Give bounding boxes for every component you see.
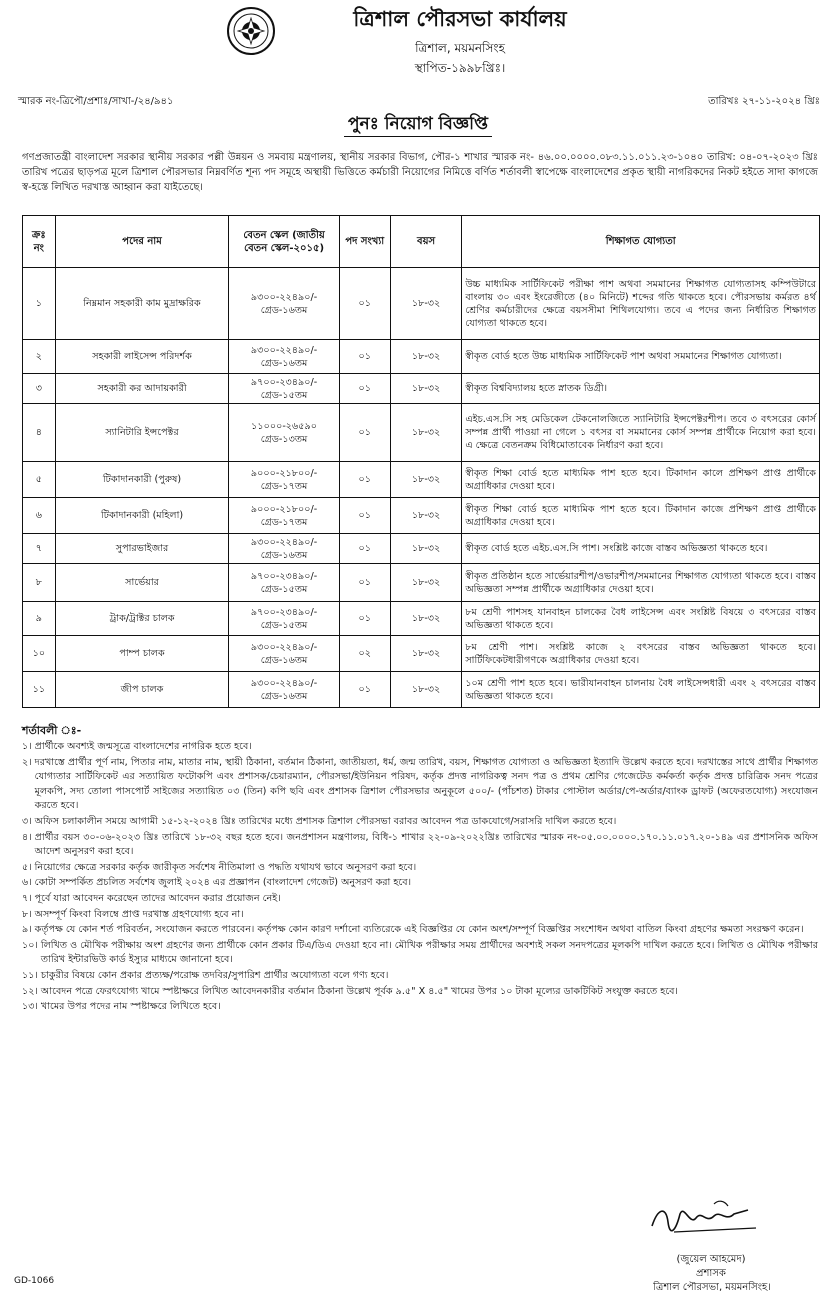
cell-qualification: স্বীকৃত প্রতিষ্ঠান হতে সার্ভেয়ারশীপ/ওভারশীপ/সমমানের শিক্ষাগত যোগ্যতা থাকতে হবে। বাস্তব অভিজ্ঞতা সম্পন্ন প্রার্থীকে অগ্রাধিকার দেওয়া হবে। bbox=[462, 564, 820, 602]
cell-post-name: স্যানিটারি ইন্সপেক্টর bbox=[55, 404, 229, 462]
pay-scale-range: ৯৭০০-২৩৪৯০/- bbox=[250, 570, 318, 582]
cell-post-count: ০১ bbox=[339, 268, 390, 340]
office-title: ত্রিশাল পৌরসভা কার্যালয় bbox=[353, 7, 567, 31]
term-number: ১০। bbox=[22, 939, 38, 951]
cell-qualification: স্বীকৃত বোর্ড হতে উচ্চ মাধ্যমিক সার্টিফিকেট পাশ অথবা সমমানের শিক্ষাগত যোগ্যতা। bbox=[462, 340, 820, 374]
term-number: ৮। bbox=[22, 908, 32, 920]
cell-post-count: ০১ bbox=[339, 374, 390, 404]
cell-qualification: স্বীকৃত শিক্ষা বোর্ড হতে মাধ্যমিক পাশ হতে হবে। টিকাদান কালে প্রশিক্ষণ প্রাপ্ত প্রার্থীকে অগ্রাধিকার দেওয়া হবে। bbox=[462, 462, 820, 498]
pay-scale-range: ৯৩০০-২২৪৯০/- bbox=[250, 641, 318, 653]
cell-serial: ৪ bbox=[23, 404, 56, 462]
signer-office: ত্রিশাল পৌরসভা, ময়মনসিংহ। bbox=[653, 1282, 771, 1293]
cell-age: ১৮-৩২ bbox=[390, 564, 462, 602]
table-header-row bbox=[23, 216, 820, 268]
cell-pay-scale bbox=[229, 672, 339, 708]
pay-scale-range: ৯৩০০-২২৪৯০/- bbox=[250, 536, 318, 548]
cell-serial: ৮ bbox=[23, 564, 56, 602]
pay-grade: গ্রেড-১৭তম bbox=[260, 516, 308, 528]
cell-serial: ২ bbox=[23, 340, 56, 374]
cell-age: ১৮-৩২ bbox=[390, 672, 462, 708]
cell-serial: ১ bbox=[23, 268, 56, 340]
pay-grade: গ্রেড-১৬তম bbox=[260, 357, 308, 369]
cell-post-name: ট্রাক/ট্রাক্টর চালক bbox=[55, 602, 229, 636]
cell-post-count: ০১ bbox=[339, 404, 390, 462]
notice-title-wrapper bbox=[0, 112, 836, 137]
cell-post-name: সহকারী কর আদায়কারী bbox=[55, 374, 229, 404]
cell-post-name: নিম্নমান সহকারী কাম মুদ্রাক্ষরিক bbox=[55, 268, 229, 340]
cell-qualification: ৮ম শ্রেণী পাশ। সংশ্লিষ্ট কাজে ২ বৎসরের বাস্তব অভিজ্ঞতা থাকতে হবে। সার্টিফিকেটধারীগণকে অগ্রাধিকার দেওয়া হবে। bbox=[462, 636, 820, 672]
cell-pay-scale bbox=[229, 340, 339, 374]
pay-scale-range: ৯৩০০-২২৪৯০/- bbox=[250, 344, 318, 356]
header-pay-scale: বেতন স্কেল (জাতীয় বেতন স্কেল-২০১৫) bbox=[229, 216, 339, 268]
term-text: পূর্বে যারা আবেদন করেছেন তাদের আবেদন করার প্রয়োজন নেই। bbox=[34, 892, 281, 904]
cell-qualification: স্বীকৃত বিশ্ববিদ্যালয় হতে স্নাতক ডিগ্রী। bbox=[462, 374, 820, 404]
term-number: ৭। bbox=[22, 892, 32, 904]
term-number: ১। bbox=[22, 741, 32, 752]
list-item bbox=[22, 969, 818, 984]
pay-scale-range: ৯৩০০-২২৪৯০/- bbox=[250, 291, 318, 303]
cell-age: ১৮-৩২ bbox=[390, 534, 462, 564]
list-item bbox=[22, 740, 818, 755]
term-number: ৩। bbox=[22, 815, 32, 827]
cell-pay-scale bbox=[229, 534, 339, 564]
pay-grade: গ্রেড-১৬তম bbox=[260, 304, 308, 316]
terms-heading: শর্তাবলী ঃ- bbox=[22, 724, 82, 737]
cell-serial: ৬ bbox=[23, 498, 56, 534]
term-number: ৪। bbox=[22, 831, 32, 843]
cell-age: ১৮-৩২ bbox=[390, 404, 462, 462]
list-item bbox=[22, 831, 818, 860]
list-item bbox=[22, 861, 818, 876]
table-row bbox=[23, 636, 820, 672]
pay-grade: গ্রেড-১৬তম bbox=[260, 654, 308, 666]
cell-post-count: ০১ bbox=[339, 564, 390, 602]
cell-pay-scale bbox=[229, 498, 339, 534]
cell-post-name: সার্ভেয়ার bbox=[55, 564, 229, 602]
cell-qualification: স্বীকৃত শিক্ষা বোর্ড হতে মাধ্যমিক পাশ হতে হবে। টিকাদান কাজে প্রশিক্ষণ প্রাপ্ত প্রার্থীকে অগ্রাধিকার দেওয়া হবে। bbox=[462, 498, 820, 534]
vacancy-table-body bbox=[23, 268, 820, 708]
pay-scale-range: ৯০০০-২১৮০০/- bbox=[250, 503, 318, 515]
term-number: ১৩। bbox=[22, 1001, 38, 1013]
cell-post-count: ০১ bbox=[339, 340, 390, 374]
pay-scale-range: ৯৭০০-২৩৪৯০/- bbox=[250, 606, 318, 618]
cell-post-name: জীপ চালক bbox=[55, 672, 229, 708]
memo-date: তারিখঃ ২৭-১১-২০২৪ খ্রিঃ bbox=[708, 96, 820, 107]
term-text: প্রার্থীর বয়স ৩০-০৬-২০২৩ খ্রিঃ তারিখে ১৮-৩২ বছর হতে হবে। জনপ্রশাসন মন্ত্রণালয়, বিধি-১ শাখার ২২-০৯-২০২২খ্রিঃ তারিখের স্মারক নং-০৫.০০.০০০০.১৭০.১১.০১৭.২০-১৪৯ এর প্রশাসনিক অফিস আদেশ অনুসরণ করা হবে। bbox=[34, 831, 818, 858]
cell-post-count: ০১ bbox=[339, 462, 390, 498]
term-text: আবেদন পত্রে ফেরৎযোগ্য খামে স্পষ্টাক্ষরে লিখিত আবেদনকারীর বর্তমান ঠিকানা উল্লেখ পূর্বক ৯.৫" X ৪.৫" খামের উপর ১০ টাকা মূল্যের ডাকটিকিট সংযুক্ত করতে হবে। bbox=[40, 985, 678, 997]
cell-pay-scale bbox=[229, 462, 339, 498]
cell-age: ১৮-৩২ bbox=[390, 462, 462, 498]
pay-scale-range: ৯০০০-২১৮০০/- bbox=[250, 467, 318, 479]
vacancy-table bbox=[22, 215, 820, 708]
header-qualification: শিক্ষাগত যোগ্যতা bbox=[462, 216, 820, 268]
cell-post-count: ০১ bbox=[339, 534, 390, 564]
pay-grade: গ্রেড-১৭তম bbox=[260, 480, 308, 492]
term-text: নিয়োগের ক্ষেত্রে সরকার কর্তৃক জারীকৃত সর্বশেষ নীতিমালা ও পদ্ধতি যথাযথ ভাবে অনুসরণ করা হবে। bbox=[34, 861, 417, 873]
terms-list bbox=[22, 740, 818, 1016]
list-item bbox=[22, 815, 818, 830]
cell-qualification: ৮ম শ্রেণী পাশসহ যানবাহন চালকের বৈধ লাইসেন্স এবং সংশ্লিষ্ট বিষয়ে ৩ বৎসরের বাস্তব অভিজ্ঞতা থাকতে হবে। bbox=[462, 602, 820, 636]
cell-pay-scale bbox=[229, 602, 339, 636]
table-row bbox=[23, 672, 820, 708]
memo-number: স্মারক নং-ত্রিপৌ/প্রশাঃ/সাখা-/২৪/৯৪১ bbox=[18, 96, 174, 107]
cell-qualification: ১০ম শ্রেণী পাশ হতে হবে। ভারীযানবাহন চালনায় বৈধ লাইসেন্সধারী এবং ২ বৎসরের বাস্তব অভিজ্ঞতা থাকতে হবে। bbox=[462, 672, 820, 708]
cell-post-count: ০১ bbox=[339, 498, 390, 534]
cell-pay-scale bbox=[229, 374, 339, 404]
cell-post-name: টিকাদানকারী (পুরুষ) bbox=[55, 462, 229, 498]
signer-title: প্রশাসক bbox=[696, 1268, 726, 1279]
cell-post-name: পাম্প চালক bbox=[55, 636, 229, 672]
table-row bbox=[23, 268, 820, 340]
term-text: অসম্পূর্ণ কিংবা বিলম্বে প্রাপ্ত দরখাস্ত গ্রহণযোগ্য হবে না। bbox=[34, 908, 244, 920]
cell-serial: ৭ bbox=[23, 534, 56, 564]
intro-paragraph: গণপ্রজাতন্ত্রী বাংলাদেশ সরকার স্থানীয় সরকার পল্লী উন্নয়ন ও সমবায় মন্ত্রণালয়, স্থানীয় সরকার বিভাগ, পৌর-১ শাখার স্মারক নং- ৪৬.০০.০০০০.০৮৩.১১.০১১.২৩-১০৪০ তারিখ: ০৪-০৭-২০২৩ খ্রিঃ তারিখ পত্রের ছাড়পত্র মূলে ত্রিশাল পৌরসভার নিম্নবর্ণিত শূন্য পদ সমূহে অস্থায়ী ভিত্তিতে কর্মচারী নিয়োগের নিমিত্তে বর্ণিত শর্তাবলী স্বাপেক্ষে বাংলাদেশের প্রকৃত স্থায়ী নাগরিকদের নিকট হইতে সাদা কাগজে স্ব-হস্তে লিখিত দরখাস্ত আহ্বান করা যাইতেছে। bbox=[22, 152, 818, 193]
cell-pay-scale bbox=[229, 564, 339, 602]
list-item bbox=[22, 876, 818, 891]
table-row bbox=[23, 374, 820, 404]
table-row bbox=[23, 602, 820, 636]
cell-qualification: স্বীকৃত বোর্ড হতে এইচ.এস.সি পাশ। সংশ্লিষ্ট কাজে বাস্তব অভিজ্ঞতা থাকতে হবে। bbox=[462, 534, 820, 564]
cell-qualification: উচ্চ মাধ্যমিক সার্টিফিকেট পরীক্ষা পাশ অথবা সমমানের শিক্ষাগত যোগ্যতাসহ কম্পিউটারে বাংলায় ৩০ এবং ইংরেজীতে (৪০ মিনিটে) শব্দের গতি থাকতে হবে। পৌরসভায় কর্মরত ৪র্থ শ্রেণির কর্মচারীদের ক্ষেত্রে বয়সসীমা শিথিলযোগ্য। তবে এ পদের জন্য নির্ধারিত শিক্ষাগত যোগ্যতা থাকতে হবে। bbox=[462, 268, 820, 340]
signer-name: (জুয়েল আহমেদ) bbox=[676, 1254, 746, 1265]
cell-serial: ৩ bbox=[23, 374, 56, 404]
cell-age: ১৮-৩২ bbox=[390, 636, 462, 672]
cell-post-name: সুপারভাইজার bbox=[55, 534, 229, 564]
list-item bbox=[22, 756, 818, 814]
term-text: দরখাস্তে প্রার্থীর পূর্ণ নাম, পিতার নাম, মাতার নাম, স্থায়ী ঠিকানা, বর্তমান ঠিকানা, জাতীয়তা, ধর্ম, জন্ম তারিখ, বয়স, শিক্ষাগত যোগ্যতা ও অভিজ্ঞতা ইত্যাদি উল্লেখ করতে হবে। দরখাস্তের সাথে প্রার্থীর শিক্ষাগত যোগ্যতার সার্টিফিকেট এর সত্যায়িত ফটোকপি এবং প্রশাসক/চেয়ারম্যান, পৌরসভা/ইউনিয়ন পরিষদ, কর্তৃক প্রদত্ত নাগরিকত্ব সনদ পত্র ও প্রথম শ্রেণির গেজেটেড কর্মকর্তা কর্তৃক প্রদত্ত চারিত্রিক সনদ পত্রের মূলকপি, সদ্য তোলা পাসপোর্ট সাইজের সত্যায়িত ০৩ (তিন) কপি ছবি এবং প্রশাসক ত্রিশাল পৌরসভার অনুকূলে ৫০০/- (পাঁচশত) টাকার পোস্টাল অর্ডার/পে-অর্ডার/ব্যাংক ড্রাফট (অফেরতযোগ্য) সংযোজন করতে হবে। bbox=[34, 756, 818, 812]
list-item bbox=[22, 923, 818, 938]
pay-grade: গ্রেড-১৬তম bbox=[260, 690, 308, 702]
pay-scale-range: ৯৩০০-২২৪৯০/- bbox=[250, 677, 318, 689]
cell-age: ১৮-৩২ bbox=[390, 340, 462, 374]
term-text: কোটা সম্পর্কিত প্রচলিত সর্বশেষ জুলাই ২০২৪ এর প্রজ্ঞাপন (বাংলাদেশ গেজেট) অনুসরণ করা হবে। bbox=[34, 877, 412, 889]
cell-post-name: সহকারী লাইসেন্স পরিদর্শক bbox=[55, 340, 229, 374]
cell-pay-scale bbox=[229, 268, 339, 340]
pay-grade: গ্রেড-১৫তম bbox=[260, 389, 308, 401]
table-row bbox=[23, 404, 820, 462]
term-number: ৯। bbox=[22, 924, 32, 936]
document-code: GD-1066 bbox=[14, 1276, 55, 1286]
term-text: লিখিত ও মৌখিক পরীক্ষায় অংশ গ্রহণের জন্য প্রার্থীকে কোন প্রকার টিএ/ডিএ দেওয়া হবে না। মৌখিক পরীক্ষার সময় প্রার্থীদের অবশ্যই সকল সনদপত্রের মূলকপি দাখিল করতে হবে। লিখিত ও মৌখিক পরীক্ষার তারিখ ইন্টারভিউ কার্ড ইস্যুর মাধ্যমে জানানো হবে। bbox=[40, 939, 818, 966]
list-item bbox=[22, 908, 818, 923]
pay-grade: গ্রেড-১৬তম bbox=[260, 549, 308, 561]
list-item bbox=[22, 985, 818, 1000]
term-number: ৬। bbox=[22, 877, 32, 889]
term-number: ১২। bbox=[22, 985, 38, 997]
cell-post-count: ০২ bbox=[339, 636, 390, 672]
pay-scale-range: ৯৭০০-২৩৪৯০/- bbox=[250, 376, 318, 388]
handwritten-signature bbox=[644, 1196, 764, 1240]
term-number: ১১। bbox=[22, 969, 38, 981]
notice-title: পুনঃ নিয়োগ বিজ্ঞপ্তি bbox=[344, 112, 492, 137]
term-number: ৫। bbox=[22, 861, 32, 873]
table-row bbox=[23, 498, 820, 534]
header-post-name: পদের নাম bbox=[55, 216, 229, 268]
cell-post-name: টিকাদানকারী (মহিলা) bbox=[55, 498, 229, 534]
pay-grade: গ্রেড-১৩তম bbox=[260, 433, 308, 445]
cell-serial: ১১ bbox=[23, 672, 56, 708]
cell-age: ১৮-৩২ bbox=[390, 268, 462, 340]
header-age: বয়স bbox=[390, 216, 462, 268]
table-row bbox=[23, 340, 820, 374]
cell-age: ১৮-৩২ bbox=[390, 498, 462, 534]
cell-qualification: এইচ.এস.সি সহ মেডিকেল টেকনোলজিতে স্যানিটারি ইন্সপেক্টরশীপ। তবে ৩ বৎসরের কোর্স সম্পন্ন প্রার্থী পাওয়া না গেলে ১ বৎসর বা সমমানের কোর্স সম্পন্ন প্রার্থীকে নিয়োগ করা হবে। এ ক্ষেত্রে বেতনক্রম বিধিমোতাবেক নির্ধারণ করা হবে। bbox=[462, 404, 820, 462]
cell-post-count: ০১ bbox=[339, 602, 390, 636]
cell-age: ১৮-৩২ bbox=[390, 374, 462, 404]
table-row bbox=[23, 462, 820, 498]
table-row bbox=[23, 564, 820, 602]
cell-age: ১৮-৩২ bbox=[390, 602, 462, 636]
list-item bbox=[22, 892, 818, 907]
pay-grade: গ্রেড-১৫তম bbox=[260, 619, 308, 631]
cell-serial: ১০ bbox=[23, 636, 56, 672]
term-text: অফিস চলাকালীন সময়ে আগামী ১৫-১২-২০২৪ খ্রিঃ তারিখের মধ্যে প্রশাসক ত্রিশাল পৌরসভা বরাবর আবেদন পত্র ডাকযোগে/সরাসরি দাখিল করতে হবে। bbox=[34, 815, 617, 827]
list-item bbox=[22, 939, 818, 968]
term-text: খামের উপর পদের নাম স্পষ্টাক্ষরে লিখিতে হবে। bbox=[40, 1001, 221, 1013]
table-row bbox=[23, 534, 820, 564]
cell-serial: ৫ bbox=[23, 462, 56, 498]
header-post-count: পদ সংখ্যা bbox=[339, 216, 390, 268]
cell-pay-scale bbox=[229, 404, 339, 462]
header-serial: ক্রঃ নং bbox=[23, 216, 56, 268]
cell-serial: ৯ bbox=[23, 602, 56, 636]
term-text: প্রার্থীকে অবশ্যই জন্মসূত্রে বাংলাদেশের নাগরিক হতে হবে। bbox=[34, 741, 252, 752]
cell-pay-scale bbox=[229, 636, 339, 672]
pay-scale-range: ১১০০০-২৬৫৯০ bbox=[251, 420, 317, 432]
term-text: কর্তৃপক্ষ যে কোন শর্ত পরিবর্তন, সংযোজন করতে পারবেন। কর্তৃপক্ষ কোন কারণ দর্শানো ব্যতিরেকে এই বিজ্ঞপ্তির যে কোন অংশ/সম্পূর্ণ বিজ্ঞপ্তির সংশোধন অথবা বাতিল কিংবা গ্রহণের ক্ষমতা সংরক্ষণ করেন। bbox=[34, 924, 804, 936]
office-established: স্থাপিত-১৯৯৮খ্রিঃ। bbox=[414, 61, 506, 75]
list-item bbox=[22, 1000, 818, 1015]
term-number: ২। bbox=[22, 756, 32, 768]
pay-grade: গ্রেড-১৫তম bbox=[260, 583, 308, 595]
office-location: ত্রিশাল, ময়মনসিংহ bbox=[415, 41, 505, 55]
cell-post-count: ০১ bbox=[339, 672, 390, 708]
term-text: চাকুরীর বিষয়ে কোন প্রকার প্রত্যক্ষ/পরোক্ষ তদবির/সুপারিশ প্রার্থীর অযোগ্যতা বলে গণ্য হবে। bbox=[40, 969, 389, 981]
